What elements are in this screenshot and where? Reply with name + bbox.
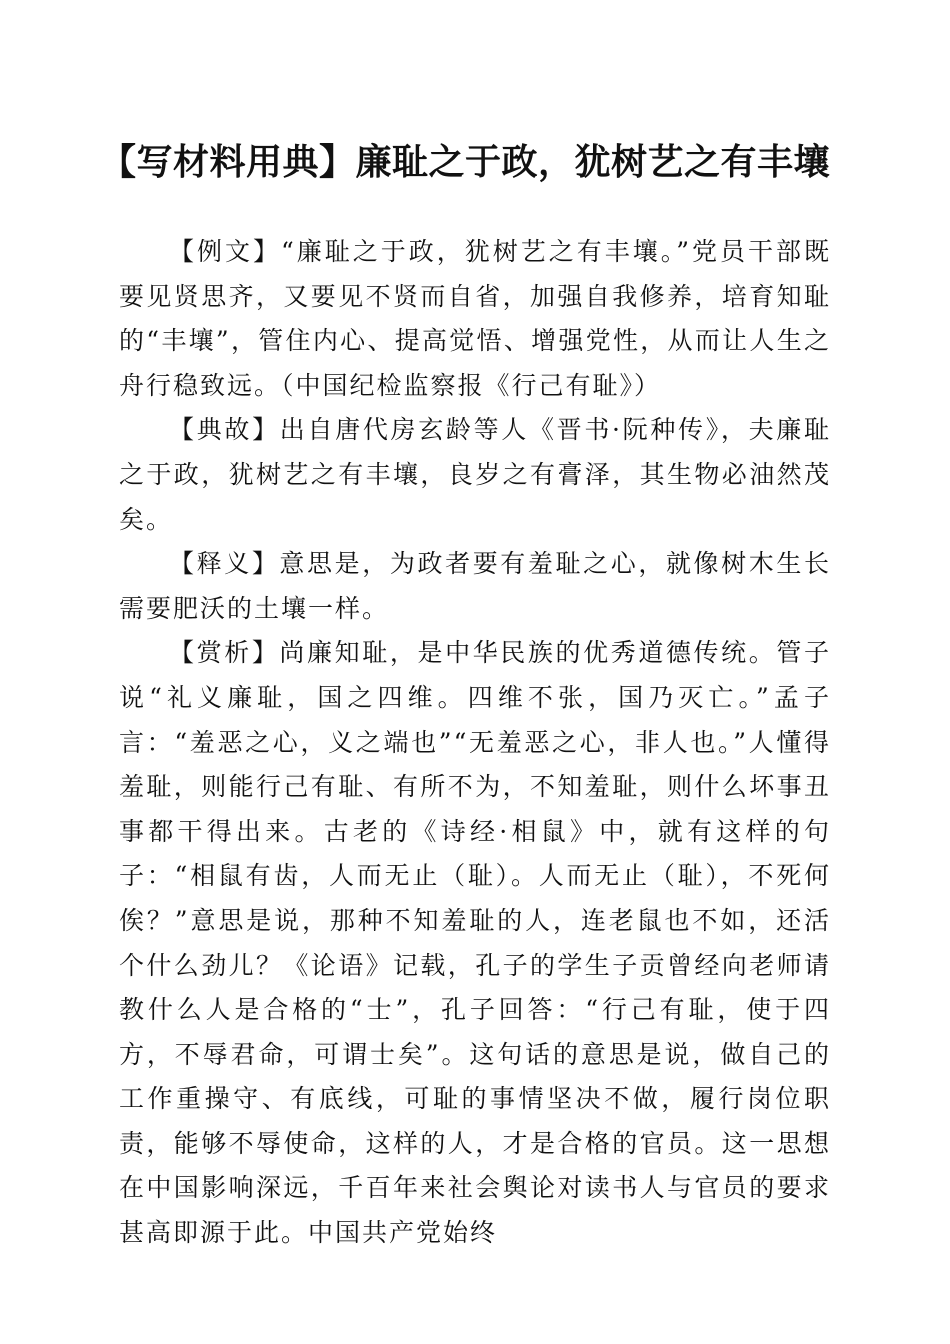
paragraph-allusion: 【典故】出自唐代房玄龄等人《晋书·阮种传》，夫廉耻之于政，犹树艺之有丰壤，良岁之有膏泽，其生物必油然茂矣。 xyxy=(119,415,831,534)
paragraph-appreciation: 【赏析】尚廉知耻，是中华民族的优秀道德传统。管子说“礼义廉耻，国之四维。四维不张，国乃灭亡。”孟子言：“羞恶之心，义之端也”“无羞恶之心，非人也。”人懂得羞耻，则能行己有耻、有所不为，不知羞耻，则什么坏事丑事都干得出来。古老的《诗经·相鼠》中，就有这样的句子：“相鼠有齿，人而无止（耻）。人而无止（耻），不死何俟？”意思是说，那种不知羞耻的人，连老鼠也不如，还活个什么劲儿？《论语》记载，孔子的学生子贡曾经向老师请教什么人是合格的“士”，孔子回答：“行己有耻，使于四方，不辱君命，可谓士矣”。这句话的意思是说，做自己的工作重操守、有底线，可耻的事情坚决不做，履行岗位职责，能够不辱使命，这样的人，才是合格的官员。这一思想在中国影响深远，千百年来社会舆论对读书人与官员的要求甚高即源于此。中国共产党始终 xyxy=(119,638,831,1248)
paragraph-meaning: 【释义】意思是，为政者要有羞耻之心，就像树木生长需要肥沃的土壤一样。 xyxy=(119,549,831,623)
document-body xyxy=(119,230,831,1256)
paragraph-example: 【例文】“廉耻之于政，犹树艺之有丰壤。”党员干部既要见贤思齐，又要见不贤而自省，加强自我修养，培育知耻的“丰壤”，管住内心、提高觉悟、增强党性，从而让人生之舟行稳致远。（中国纪检监察报《行己有耻》） xyxy=(119,237,831,400)
document-title: 【写材料用典】廉耻之于政，犹树艺之有丰壤 xyxy=(100,141,831,183)
